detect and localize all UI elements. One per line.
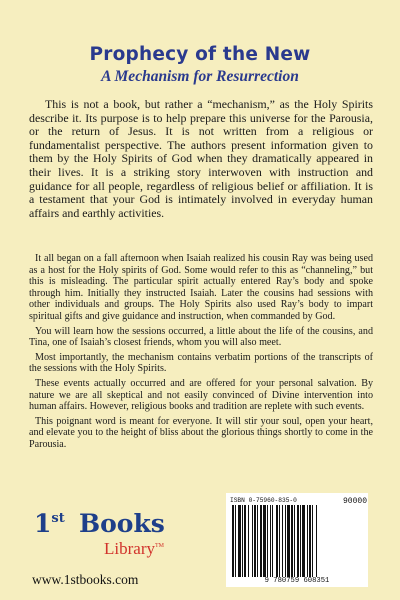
blurb-paragraph: You will learn how the sessions occurred, a little about the life of the cousins, and Tina, one of Isaiah’s closest friends, whom you will also meet. — [29, 325, 373, 349]
barcode-image — [232, 505, 362, 577]
logo-library-text: Library™ — [104, 539, 164, 558]
price-code: 90000 — [343, 497, 368, 506]
logo-number: 1st — [34, 509, 65, 538]
publisher-logo — [34, 503, 204, 563]
main-blurb-paragraph: This is not a book, but rather a “mechanism,” as the Holy Spirits describe it. Its purpose is to help prepare this universe for the Parousia, or the return of Jesus. It is not written from a religious or fundamentalist perspective. The authors present information given to them by the Holy Spirits of God when they dramatically appeared in their lives. It is a striking story interwoven with instruction and guidance for all people, regardless of religious belief or affiliation. It is a testament that your God is intimately involved in everyday human affairs and earthly activities. — [29, 97, 373, 220]
blurb-paragraph: It all began on a fall afternoon when Isaiah realized his cousin Ray was being used as a host for the Holy spirits of God. Some would refer to this as “channeling,” but this is misleading. The particular spirit actually entered Ray’s body and spoke through him. Initially they instructed Isaiah. Later the cousins had sessions with other individuals and groups. The Holy Spirits also used Ray’s body to impart spiritual gifts and give guidance and instruction, when commanded by God. — [29, 253, 373, 322]
blurb-paragraph: Most importantly, the mechanism contains verbatim portions of the transcripts of the sessions with the Holy Spirits. — [29, 351, 373, 375]
main-blurb — [29, 98, 373, 220]
blurb-paragraph: This poignant word is meant for everyone. It will stir your soul, open your heart, and elevate you to the height of bliss about the glorious things shortly to come in the Parousia. — [29, 415, 373, 450]
isbn-text: ISBN 0-75960-835-0 — [230, 497, 297, 504]
barcode-panel — [226, 493, 368, 587]
barcode-digits: 9 780759 608351 — [264, 577, 330, 585]
secondary-blurb — [29, 253, 373, 454]
publisher-website: www.1stbooks.com — [32, 572, 139, 587]
book-title: Prophecy of the New — [89, 44, 311, 65]
logo-books-text: Books — [79, 509, 165, 538]
book-subtitle: A Mechanism for Resurrection — [101, 68, 299, 85]
blurb-paragraph: These events actually occurred and are offered for your personal salvation. By nature we are all skeptical and not easily convinced of Divine intervention into human affairs. However, religious books and tradition are replete with such events. — [29, 377, 373, 413]
